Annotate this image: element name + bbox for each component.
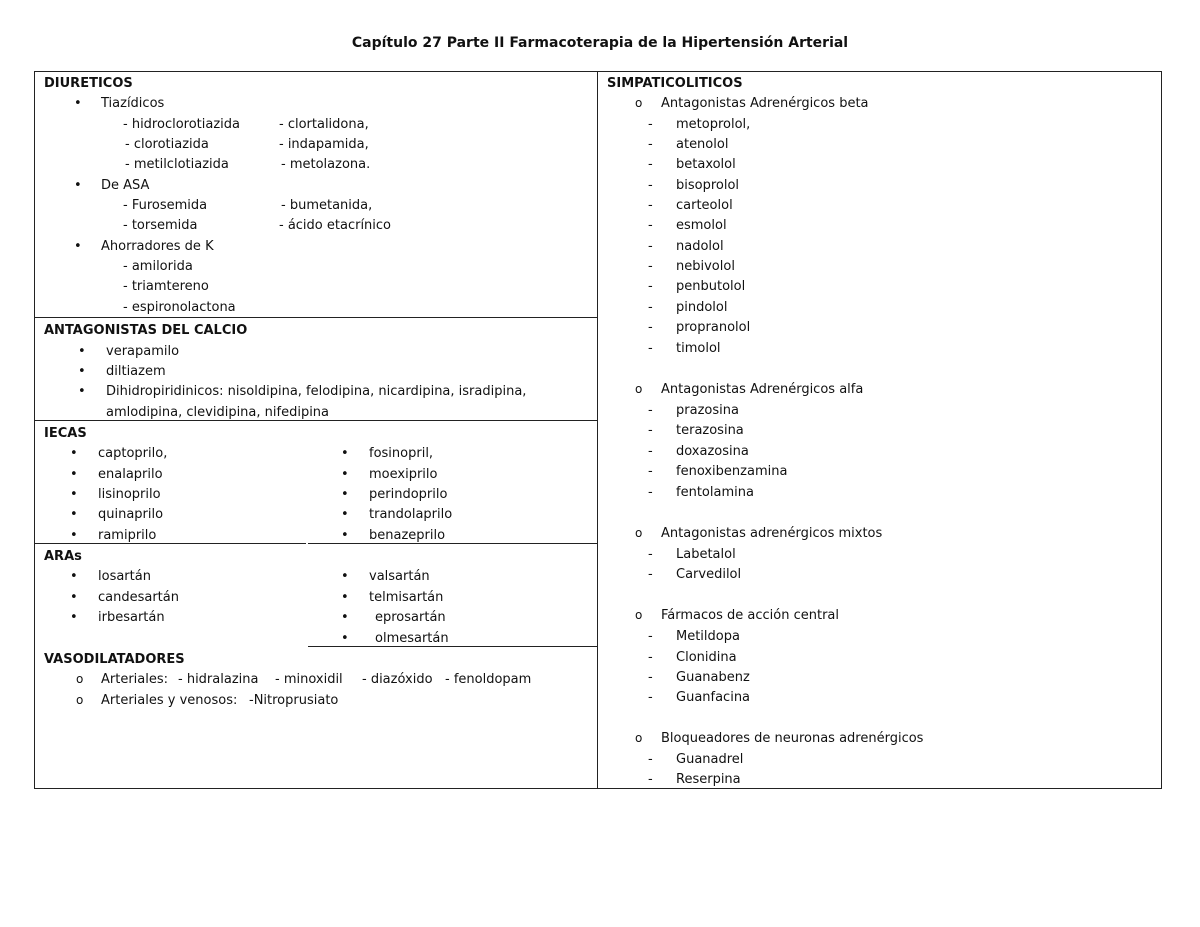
- dash-icon: -: [648, 464, 653, 479]
- drug-item: Guanadrel: [676, 752, 744, 767]
- drug-item: doxazosina: [676, 444, 749, 459]
- bullet-icon: •: [341, 467, 349, 482]
- drug-item: fosinopril,: [369, 446, 434, 461]
- dash-icon: -: [648, 279, 653, 294]
- drug-item: esmolol: [676, 218, 727, 233]
- drug-item: - fenoldopam: [445, 672, 532, 687]
- dash-icon: -: [648, 259, 653, 274]
- drug-item: ramiprilo: [98, 528, 157, 543]
- drug-item: Metildopa: [676, 629, 740, 644]
- bullet-icon: •: [70, 467, 78, 482]
- drug-item: lisinoprilo: [98, 487, 161, 502]
- tiazidicos-label: Tiazídicos: [101, 96, 165, 111]
- drug-item: prazosina: [676, 403, 739, 418]
- bullet-icon: •: [78, 384, 86, 399]
- drug-item: quinaprilo: [98, 507, 164, 522]
- ahorradores-label: Ahorradores de K: [101, 239, 214, 254]
- group-label-central: Fármacos de acción central: [661, 608, 839, 623]
- dash-icon: -: [648, 178, 653, 193]
- group-label-alfa: Antagonistas Adrenérgicos alfa: [661, 382, 864, 397]
- circle-bullet-icon: o: [76, 672, 84, 686]
- drug-item: terazosina: [676, 423, 744, 438]
- page-title: Capítulo 27 Parte II Farmacoterapia de la Hipertensión Arterial: [351, 35, 849, 51]
- bullet-icon: •: [341, 487, 349, 502]
- drug-item: propranolol: [676, 320, 751, 335]
- dash-icon: -: [648, 567, 653, 582]
- circle-bullet-icon: o: [635, 526, 643, 540]
- drug-item: diltiazem: [106, 364, 166, 379]
- dash-icon: -: [648, 117, 653, 132]
- section-heading-simpaticoliticos: SIMPATICOLITICOS: [607, 76, 743, 91]
- bullet-icon: •: [70, 487, 78, 502]
- drug-item: pindolol: [676, 300, 728, 315]
- drug-item: amlodipina, clevidipina, nifedipina: [106, 405, 330, 420]
- drug-item: Labetalol: [676, 547, 736, 562]
- bullet-icon: •: [70, 590, 78, 605]
- drug-item: - triamtereno: [123, 279, 209, 294]
- drug-item: nebivolol: [676, 259, 735, 274]
- circle-bullet-icon: o: [635, 96, 643, 110]
- drug-item: -Nitroprusiato: [249, 693, 339, 708]
- drug-item: - diazóxido: [362, 672, 433, 687]
- bullet-icon: •: [341, 446, 349, 461]
- bullet-icon: •: [341, 631, 349, 646]
- bullet-icon: •: [341, 610, 349, 625]
- drug-item: Guanfacina: [676, 690, 751, 705]
- drug-item: bisoprolol: [676, 178, 740, 193]
- dash-icon: -: [648, 752, 653, 767]
- vaso-arteriales-label: Arteriales:: [101, 672, 169, 687]
- bullet-icon: •: [74, 178, 82, 193]
- drug-item: benazeprilo: [369, 528, 446, 543]
- drug-item: - amilorida: [123, 259, 193, 274]
- circle-bullet-icon: o: [635, 731, 643, 745]
- dash-icon: -: [648, 547, 653, 562]
- dash-icon: -: [648, 444, 653, 459]
- section-heading-diureticos: DIURETICOS: [44, 76, 133, 91]
- section-heading-iecas: IECAS: [44, 426, 87, 441]
- dash-icon: -: [648, 239, 653, 254]
- dash-icon: -: [648, 157, 653, 172]
- drug-item: fenoxibenzamina: [676, 464, 788, 479]
- dash-icon: -: [648, 341, 653, 356]
- drug-item: betaxolol: [676, 157, 736, 172]
- drug-item: - clortalidona,: [279, 117, 369, 132]
- dash-icon: -: [648, 423, 653, 438]
- bullet-icon: •: [70, 528, 78, 543]
- row-divider-calcio: [34, 317, 597, 318]
- drug-item: penbutolol: [676, 279, 746, 294]
- dash-icon: -: [648, 650, 653, 665]
- drug-item: perindoprilo: [369, 487, 448, 502]
- drug-item: - bumetanida,: [281, 198, 373, 213]
- dash-icon: -: [648, 485, 653, 500]
- bullet-icon: •: [341, 569, 349, 584]
- dash-icon: -: [648, 198, 653, 213]
- drug-item: valsartán: [369, 569, 430, 584]
- dash-icon: -: [648, 772, 653, 787]
- dash-icon: -: [648, 403, 653, 418]
- group-label-mixtos: Antagonistas adrenérgicos mixtos: [661, 526, 883, 541]
- drug-item: moexiprilo: [369, 467, 438, 482]
- drug-item: trandolaprilo: [369, 507, 453, 522]
- group-label-beta: Antagonistas Adrenérgicos beta: [661, 96, 869, 111]
- bullet-icon: •: [341, 590, 349, 605]
- dash-icon: -: [648, 690, 653, 705]
- drug-item: timolol: [676, 341, 721, 356]
- drug-item: atenolol: [676, 137, 729, 152]
- dash-icon: -: [648, 670, 653, 685]
- dash-icon: -: [648, 218, 653, 233]
- drug-item: carteolol: [676, 198, 733, 213]
- drug-item: - metilclotiazida: [125, 157, 229, 172]
- asa-label: De ASA: [101, 178, 150, 193]
- drug-item: - hidralazina: [178, 672, 259, 687]
- section-heading-calcio: ANTAGONISTAS DEL CALCIO: [44, 323, 248, 338]
- drug-item: nadolol: [676, 239, 724, 254]
- drug-item: Reserpina: [676, 772, 741, 787]
- drug-item: Carvedilol: [676, 567, 742, 582]
- drug-item: fentolamina: [676, 485, 754, 500]
- drug-item: - metolazona.: [281, 157, 371, 172]
- drug-item: verapamilo: [106, 344, 180, 359]
- drug-item: irbesartán: [98, 610, 165, 625]
- drug-item: eprosartán: [375, 610, 446, 625]
- row-divider-vaso-right: [308, 646, 597, 647]
- dash-icon: -: [648, 629, 653, 644]
- section-heading-aras: ARAs: [44, 549, 82, 564]
- drug-item: metoprolol,: [676, 117, 751, 132]
- drug-item: captoprilo,: [98, 446, 168, 461]
- bullet-icon: •: [78, 344, 86, 359]
- drug-item: Clonidina: [676, 650, 737, 665]
- drug-item: - torsemida: [123, 218, 198, 233]
- bullet-icon: •: [341, 507, 349, 522]
- drug-item: enalaprilo: [98, 467, 163, 482]
- dash-icon: -: [648, 300, 653, 315]
- circle-bullet-icon: o: [635, 608, 643, 622]
- section-heading-vasodilatadores: VASODILATADORES: [44, 652, 185, 667]
- bullet-icon: •: [70, 610, 78, 625]
- drug-item: Guanabenz: [676, 670, 750, 685]
- drug-item: olmesartán: [375, 631, 449, 646]
- dash-icon: -: [648, 137, 653, 152]
- drug-item: - ácido etacrínico: [279, 218, 392, 233]
- vaso-mixtos-label: Arteriales y venosos:: [101, 693, 238, 708]
- drug-item: - Furosemida: [123, 198, 208, 213]
- drug-item: Dihidropiridinicos: nisoldipina, felodipina, nicardipina, isradipina,: [106, 384, 527, 399]
- drug-item: - clorotiazida: [125, 137, 209, 152]
- circle-bullet-icon: o: [635, 382, 643, 396]
- drug-item: - minoxidil: [275, 672, 343, 687]
- bullet-icon: •: [78, 364, 86, 379]
- bullet-icon: •: [70, 446, 78, 461]
- bullet-icon: •: [70, 507, 78, 522]
- bullet-icon: •: [74, 239, 82, 254]
- column-divider: [597, 71, 598, 789]
- dash-icon: -: [648, 320, 653, 335]
- drug-item: telmisartán: [369, 590, 444, 605]
- drug-item: - indapamida,: [279, 137, 369, 152]
- row-divider-aras-right: [308, 543, 597, 544]
- bullet-icon: •: [74, 96, 82, 111]
- group-label-bloqueadores: Bloqueadores de neuronas adrenérgicos: [661, 731, 924, 746]
- drug-item: - hidroclorotiazida: [123, 117, 240, 132]
- bullet-icon: •: [70, 569, 78, 584]
- drug-item: losartán: [98, 569, 151, 584]
- drug-item: - espironolactona: [123, 300, 236, 315]
- bullet-icon: •: [341, 528, 349, 543]
- circle-bullet-icon: o: [76, 693, 84, 707]
- drug-item: candesartán: [98, 590, 179, 605]
